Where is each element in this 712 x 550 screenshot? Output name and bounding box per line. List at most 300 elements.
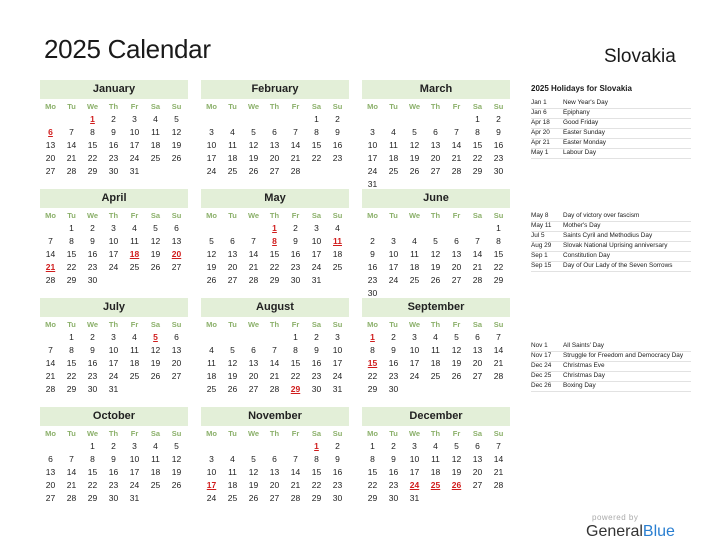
day-cell[interactable]: 8 <box>293 345 298 355</box>
day-cell[interactable]: 5 <box>454 332 459 342</box>
day-cell[interactable]: 9 <box>335 127 340 137</box>
day-cell[interactable]: 13 <box>227 249 238 259</box>
day-cell[interactable]: 9 <box>391 345 396 355</box>
day-cell[interactable]: 22 <box>290 371 301 381</box>
day-cell[interactable]: 2 <box>293 223 298 233</box>
day-cell[interactable]: 19 <box>171 467 182 477</box>
day-cell[interactable]: 26 <box>171 480 182 490</box>
day-cell[interactable]: 28 <box>66 166 77 176</box>
day-cell[interactable]: 2 <box>90 332 95 342</box>
day-cell[interactable]: 30 <box>108 493 119 503</box>
day-cell[interactable]: 20 <box>430 153 441 163</box>
day-cell[interactable]: 4 <box>433 441 438 451</box>
holiday-day[interactable]: 11 <box>333 236 342 246</box>
day-cell[interactable]: 4 <box>391 127 396 137</box>
day-cell[interactable]: 3 <box>209 127 214 137</box>
holiday-day[interactable]: 1 <box>90 114 95 124</box>
day-cell[interactable]: 26 <box>227 384 238 394</box>
day-cell[interactable]: 7 <box>251 236 256 246</box>
day-cell[interactable]: 14 <box>66 140 77 150</box>
day-cell[interactable]: 5 <box>230 345 235 355</box>
day-cell[interactable]: 22 <box>493 262 504 272</box>
day-cell[interactable]: 9 <box>111 454 116 464</box>
day-cell[interactable]: 22 <box>66 262 77 272</box>
day-cell[interactable]: 13 <box>171 236 182 246</box>
day-cell[interactable]: 10 <box>332 345 343 355</box>
day-cell[interactable]: 27 <box>248 384 259 394</box>
day-cell[interactable]: 11 <box>151 127 160 137</box>
day-cell[interactable]: 28 <box>290 493 301 503</box>
day-cell[interactable]: 5 <box>174 441 179 451</box>
day-cell[interactable]: 6 <box>433 127 438 137</box>
day-cell[interactable]: 3 <box>335 332 340 342</box>
day-cell[interactable]: 19 <box>430 262 441 272</box>
day-cell[interactable]: 11 <box>431 454 440 464</box>
day-cell[interactable]: 19 <box>248 153 259 163</box>
holiday-day[interactable]: 6 <box>48 127 53 137</box>
day-cell[interactable]: 25 <box>227 166 238 176</box>
day-cell[interactable]: 5 <box>251 454 256 464</box>
day-cell[interactable]: 19 <box>409 153 420 163</box>
day-cell[interactable]: 10 <box>129 454 140 464</box>
day-cell[interactable]: 3 <box>111 223 116 233</box>
day-cell[interactable]: 23 <box>493 153 504 163</box>
day-cell[interactable]: 24 <box>332 371 343 381</box>
day-cell[interactable]: 12 <box>409 140 420 150</box>
day-cell[interactable]: 26 <box>150 371 161 381</box>
day-cell[interactable]: 31 <box>129 166 140 176</box>
day-cell[interactable]: 5 <box>174 114 179 124</box>
day-cell[interactable]: 12 <box>451 454 462 464</box>
day-cell[interactable]: 13 <box>45 140 56 150</box>
day-cell[interactable]: 24 <box>311 262 322 272</box>
day-cell[interactable]: 3 <box>132 114 137 124</box>
day-cell[interactable]: 2 <box>335 114 340 124</box>
day-cell[interactable]: 17 <box>108 249 119 259</box>
day-cell[interactable]: 14 <box>451 140 462 150</box>
day-cell[interactable]: 21 <box>269 371 280 381</box>
day-cell[interactable]: 30 <box>87 384 98 394</box>
day-cell[interactable]: 27 <box>227 275 238 285</box>
holiday-day[interactable]: 20 <box>171 249 182 259</box>
day-cell[interactable]: 9 <box>496 127 501 137</box>
holiday-day[interactable]: 24 <box>409 480 420 490</box>
day-cell[interactable]: 23 <box>87 262 98 272</box>
day-cell[interactable]: 23 <box>332 153 343 163</box>
day-cell[interactable]: 28 <box>472 275 483 285</box>
day-cell[interactable]: 11 <box>207 358 216 368</box>
day-cell[interactable]: 12 <box>171 454 182 464</box>
day-cell[interactable]: 4 <box>132 332 137 342</box>
holiday-day[interactable]: 15 <box>367 358 378 368</box>
day-cell[interactable]: 17 <box>332 358 343 368</box>
day-cell[interactable]: 24 <box>409 371 420 381</box>
day-cell[interactable]: 19 <box>150 249 161 259</box>
day-cell[interactable]: 11 <box>431 345 440 355</box>
day-cell[interactable]: 30 <box>87 275 98 285</box>
day-cell[interactable]: 21 <box>472 262 483 272</box>
day-cell[interactable]: 20 <box>45 480 56 490</box>
day-cell[interactable]: 16 <box>332 140 343 150</box>
day-cell[interactable]: 23 <box>311 371 322 381</box>
day-cell[interactable]: 31 <box>108 384 119 394</box>
day-cell[interactable]: 6 <box>174 223 179 233</box>
day-cell[interactable]: 27 <box>171 262 182 272</box>
day-cell[interactable]: 13 <box>269 467 280 477</box>
day-cell[interactable]: 29 <box>367 493 378 503</box>
day-cell[interactable]: 11 <box>151 454 160 464</box>
day-cell[interactable]: 20 <box>451 262 462 272</box>
day-cell[interactable]: 15 <box>87 467 98 477</box>
day-cell[interactable]: 12 <box>248 467 259 477</box>
day-cell[interactable]: 2 <box>391 441 396 451</box>
day-cell[interactable]: 21 <box>66 153 77 163</box>
day-cell[interactable]: 18 <box>129 358 140 368</box>
day-cell[interactable]: 27 <box>430 166 441 176</box>
day-cell[interactable]: 5 <box>433 236 438 246</box>
day-cell[interactable]: 25 <box>129 262 140 272</box>
day-cell[interactable]: 12 <box>451 345 462 355</box>
day-cell[interactable]: 17 <box>388 262 399 272</box>
day-cell[interactable]: 6 <box>272 454 277 464</box>
day-cell[interactable]: 7 <box>69 454 74 464</box>
day-cell[interactable]: 18 <box>388 153 399 163</box>
day-cell[interactable]: 3 <box>314 223 319 233</box>
day-cell[interactable]: 25 <box>430 371 441 381</box>
day-cell[interactable]: 2 <box>314 332 319 342</box>
day-cell[interactable]: 15 <box>472 140 483 150</box>
day-cell[interactable]: 1 <box>496 223 501 233</box>
day-cell[interactable]: 15 <box>269 249 280 259</box>
day-cell[interactable]: 15 <box>367 467 378 477</box>
day-cell[interactable]: 28 <box>248 275 259 285</box>
day-cell[interactable]: 18 <box>430 358 441 368</box>
day-cell[interactable]: 2 <box>496 114 501 124</box>
day-cell[interactable]: 15 <box>290 358 301 368</box>
day-cell[interactable]: 21 <box>493 467 504 477</box>
day-cell[interactable]: 18 <box>332 249 343 259</box>
day-cell[interactable]: 19 <box>248 480 259 490</box>
day-cell[interactable]: 26 <box>150 262 161 272</box>
day-cell[interactable]: 1 <box>475 114 480 124</box>
day-cell[interactable]: 5 <box>454 441 459 451</box>
holiday-day[interactable]: 29 <box>290 384 301 394</box>
day-cell[interactable]: 3 <box>412 332 417 342</box>
day-cell[interactable]: 19 <box>171 140 182 150</box>
day-cell[interactable]: 16 <box>87 249 98 259</box>
holiday-day[interactable]: 1 <box>272 223 277 233</box>
day-cell[interactable]: 9 <box>335 454 340 464</box>
day-cell[interactable]: 9 <box>391 454 396 464</box>
day-cell[interactable]: 26 <box>430 275 441 285</box>
day-cell[interactable]: 29 <box>66 275 77 285</box>
day-cell[interactable]: 14 <box>493 345 504 355</box>
day-cell[interactable]: 20 <box>472 467 483 477</box>
day-cell[interactable]: 19 <box>451 467 462 477</box>
day-cell[interactable]: 3 <box>391 236 396 246</box>
day-cell[interactable]: 18 <box>150 140 161 150</box>
day-cell[interactable]: 28 <box>269 384 280 394</box>
day-cell[interactable]: 17 <box>311 249 322 259</box>
day-cell[interactable]: 14 <box>493 454 504 464</box>
day-cell[interactable]: 14 <box>248 249 259 259</box>
day-cell[interactable]: 31 <box>311 275 322 285</box>
day-cell[interactable]: 10 <box>311 236 322 246</box>
day-cell[interactable]: 11 <box>130 236 139 246</box>
day-cell[interactable]: 15 <box>66 249 77 259</box>
day-cell[interactable]: 23 <box>388 480 399 490</box>
day-cell[interactable]: 11 <box>228 140 237 150</box>
day-cell[interactable]: 10 <box>206 140 217 150</box>
day-cell[interactable]: 8 <box>90 454 95 464</box>
day-cell[interactable]: 1 <box>293 332 298 342</box>
day-cell[interactable]: 9 <box>293 236 298 246</box>
day-cell[interactable]: 23 <box>332 480 343 490</box>
day-cell[interactable]: 21 <box>493 358 504 368</box>
day-cell[interactable]: 7 <box>475 236 480 246</box>
brand-logo[interactable] <box>586 523 675 541</box>
day-cell[interactable]: 4 <box>132 223 137 233</box>
day-cell[interactable]: 24 <box>108 262 119 272</box>
day-cell[interactable]: 26 <box>206 275 217 285</box>
day-cell[interactable]: 17 <box>206 153 217 163</box>
day-cell[interactable]: 12 <box>150 236 161 246</box>
day-cell[interactable]: 16 <box>108 467 119 477</box>
day-cell[interactable]: 21 <box>451 153 462 163</box>
day-cell[interactable]: 10 <box>409 454 420 464</box>
day-cell[interactable]: 16 <box>108 140 119 150</box>
day-cell[interactable]: 3 <box>132 441 137 451</box>
day-cell[interactable]: 20 <box>227 262 238 272</box>
day-cell[interactable]: 30 <box>388 384 399 394</box>
day-cell[interactable]: 10 <box>206 467 217 477</box>
day-cell[interactable]: 24 <box>206 166 217 176</box>
day-cell[interactable]: 17 <box>108 358 119 368</box>
day-cell[interactable]: 7 <box>496 441 501 451</box>
day-cell[interactable]: 8 <box>370 454 375 464</box>
day-cell[interactable]: 21 <box>290 480 301 490</box>
day-cell[interactable]: 9 <box>111 127 116 137</box>
day-cell[interactable]: 19 <box>451 358 462 368</box>
day-cell[interactable]: 8 <box>496 236 501 246</box>
day-cell[interactable]: 30 <box>108 166 119 176</box>
day-cell[interactable]: 9 <box>370 249 375 259</box>
day-cell[interactable]: 28 <box>493 371 504 381</box>
day-cell[interactable]: 16 <box>388 358 399 368</box>
day-cell[interactable]: 10 <box>367 140 378 150</box>
day-cell[interactable]: 12 <box>150 345 161 355</box>
day-cell[interactable]: 2 <box>370 236 375 246</box>
day-cell[interactable]: 2 <box>111 441 116 451</box>
day-cell[interactable]: 22 <box>269 262 280 272</box>
day-cell[interactable]: 14 <box>45 358 56 368</box>
day-cell[interactable]: 8 <box>90 127 95 137</box>
day-cell[interactable]: 8 <box>370 345 375 355</box>
day-cell[interactable]: 26 <box>248 166 259 176</box>
day-cell[interactable]: 4 <box>153 441 158 451</box>
day-cell[interactable]: 5 <box>251 127 256 137</box>
holiday-day[interactable]: 17 <box>206 480 217 490</box>
day-cell[interactable]: 7 <box>48 236 53 246</box>
day-cell[interactable]: 9 <box>314 345 319 355</box>
day-cell[interactable]: 10 <box>108 236 119 246</box>
day-cell[interactable]: 16 <box>87 358 98 368</box>
day-cell[interactable]: 13 <box>45 467 56 477</box>
day-cell[interactable]: 20 <box>269 480 280 490</box>
day-cell[interactable]: 23 <box>290 262 301 272</box>
day-cell[interactable]: 30 <box>388 493 399 503</box>
day-cell[interactable]: 10 <box>108 345 119 355</box>
day-cell[interactable]: 10 <box>129 127 140 137</box>
day-cell[interactable]: 4 <box>335 223 340 233</box>
day-cell[interactable]: 16 <box>290 249 301 259</box>
day-cell[interactable]: 24 <box>206 493 217 503</box>
day-cell[interactable]: 10 <box>409 345 420 355</box>
day-cell[interactable]: 13 <box>430 140 441 150</box>
day-cell[interactable]: 31 <box>367 179 378 189</box>
day-cell[interactable]: 21 <box>290 153 301 163</box>
day-cell[interactable]: 9 <box>90 345 95 355</box>
day-cell[interactable]: 25 <box>332 262 343 272</box>
day-cell[interactable]: 2 <box>111 114 116 124</box>
day-cell[interactable]: 29 <box>493 275 504 285</box>
day-cell[interactable]: 16 <box>332 467 343 477</box>
day-cell[interactable]: 6 <box>475 332 480 342</box>
day-cell[interactable]: 27 <box>45 166 56 176</box>
day-cell[interactable]: 14 <box>45 249 56 259</box>
day-cell[interactable]: 13 <box>451 249 462 259</box>
day-cell[interactable]: 22 <box>66 371 77 381</box>
day-cell[interactable]: 29 <box>269 275 280 285</box>
day-cell[interactable]: 16 <box>388 467 399 477</box>
day-cell[interactable]: 1 <box>90 441 95 451</box>
day-cell[interactable]: 31 <box>332 384 343 394</box>
day-cell[interactable]: 29 <box>367 384 378 394</box>
day-cell[interactable]: 18 <box>150 467 161 477</box>
day-cell[interactable]: 28 <box>66 493 77 503</box>
day-cell[interactable]: 19 <box>206 262 217 272</box>
day-cell[interactable]: 6 <box>272 127 277 137</box>
day-cell[interactable]: 17 <box>409 467 420 477</box>
day-cell[interactable]: 11 <box>410 249 419 259</box>
day-cell[interactable]: 25 <box>206 384 217 394</box>
day-cell[interactable]: 23 <box>108 153 119 163</box>
day-cell[interactable]: 4 <box>230 127 235 137</box>
day-cell[interactable]: 4 <box>153 114 158 124</box>
day-cell[interactable]: 8 <box>314 127 319 137</box>
day-cell[interactable]: 15 <box>87 140 98 150</box>
day-cell[interactable]: 7 <box>496 332 501 342</box>
day-cell[interactable]: 8 <box>314 454 319 464</box>
day-cell[interactable]: 15 <box>311 467 322 477</box>
day-cell[interactable]: 7 <box>272 345 277 355</box>
day-cell[interactable]: 14 <box>290 467 301 477</box>
day-cell[interactable]: 11 <box>130 345 139 355</box>
day-cell[interactable]: 6 <box>48 454 53 464</box>
day-cell[interactable]: 2 <box>335 441 340 451</box>
day-cell[interactable]: 26 <box>248 493 259 503</box>
holiday-day[interactable]: 1 <box>370 332 375 342</box>
day-cell[interactable]: 23 <box>108 480 119 490</box>
day-cell[interactable]: 29 <box>311 493 322 503</box>
day-cell[interactable]: 22 <box>472 153 483 163</box>
day-cell[interactable]: 20 <box>171 358 182 368</box>
day-cell[interactable]: 22 <box>311 153 322 163</box>
day-cell[interactable]: 20 <box>248 371 259 381</box>
day-cell[interactable]: 29 <box>87 166 98 176</box>
day-cell[interactable]: 22 <box>367 371 378 381</box>
day-cell[interactable]: 7 <box>48 345 53 355</box>
day-cell[interactable]: 21 <box>248 262 259 272</box>
day-cell[interactable]: 13 <box>248 358 259 368</box>
day-cell[interactable]: 12 <box>430 249 441 259</box>
day-cell[interactable]: 4 <box>433 332 438 342</box>
day-cell[interactable]: 1 <box>69 223 74 233</box>
day-cell[interactable]: 30 <box>332 493 343 503</box>
day-cell[interactable]: 13 <box>472 345 483 355</box>
day-cell[interactable]: 24 <box>129 153 140 163</box>
holiday-day[interactable]: 1 <box>314 441 319 451</box>
day-cell[interactable]: 18 <box>227 153 238 163</box>
day-cell[interactable]: 27 <box>269 493 280 503</box>
day-cell[interactable]: 14 <box>472 249 483 259</box>
day-cell[interactable]: 16 <box>311 358 322 368</box>
day-cell[interactable]: 23 <box>367 275 378 285</box>
day-cell[interactable]: 11 <box>389 140 398 150</box>
day-cell[interactable]: 25 <box>409 275 420 285</box>
day-cell[interactable]: 27 <box>171 371 182 381</box>
day-cell[interactable]: 4 <box>209 345 214 355</box>
day-cell[interactable]: 25 <box>129 371 140 381</box>
day-cell[interactable]: 12 <box>171 127 182 137</box>
day-cell[interactable]: 4 <box>230 454 235 464</box>
day-cell[interactable]: 3 <box>412 441 417 451</box>
day-cell[interactable]: 28 <box>493 480 504 490</box>
day-cell[interactable]: 24 <box>388 275 399 285</box>
day-cell[interactable]: 10 <box>388 249 399 259</box>
day-cell[interactable]: 25 <box>150 153 161 163</box>
day-cell[interactable]: 22 <box>87 480 98 490</box>
day-cell[interactable]: 13 <box>171 345 182 355</box>
day-cell[interactable]: 26 <box>171 153 182 163</box>
day-cell[interactable]: 22 <box>87 153 98 163</box>
day-cell[interactable]: 3 <box>209 454 214 464</box>
day-cell[interactable]: 6 <box>251 345 256 355</box>
day-cell[interactable]: 12 <box>248 140 259 150</box>
day-cell[interactable]: 30 <box>367 288 378 298</box>
day-cell[interactable]: 26 <box>451 371 462 381</box>
day-cell[interactable]: 6 <box>475 441 480 451</box>
day-cell[interactable]: 20 <box>269 153 280 163</box>
day-cell[interactable]: 25 <box>227 493 238 503</box>
day-cell[interactable]: 14 <box>269 358 280 368</box>
day-cell[interactable]: 8 <box>69 345 74 355</box>
day-cell[interactable]: 24 <box>108 371 119 381</box>
day-cell[interactable]: 8 <box>69 236 74 246</box>
day-cell[interactable]: 13 <box>269 140 280 150</box>
day-cell[interactable]: 24 <box>129 480 140 490</box>
day-cell[interactable]: 31 <box>129 493 140 503</box>
day-cell[interactable]: 18 <box>409 262 420 272</box>
day-cell[interactable]: 12 <box>206 249 217 259</box>
day-cell[interactable]: 25 <box>150 480 161 490</box>
day-cell[interactable]: 7 <box>69 127 74 137</box>
day-cell[interactable]: 2 <box>90 223 95 233</box>
day-cell[interactable]: 26 <box>409 166 420 176</box>
holiday-day[interactable]: 8 <box>272 236 277 246</box>
day-cell[interactable]: 17 <box>409 358 420 368</box>
day-cell[interactable]: 21 <box>45 371 56 381</box>
